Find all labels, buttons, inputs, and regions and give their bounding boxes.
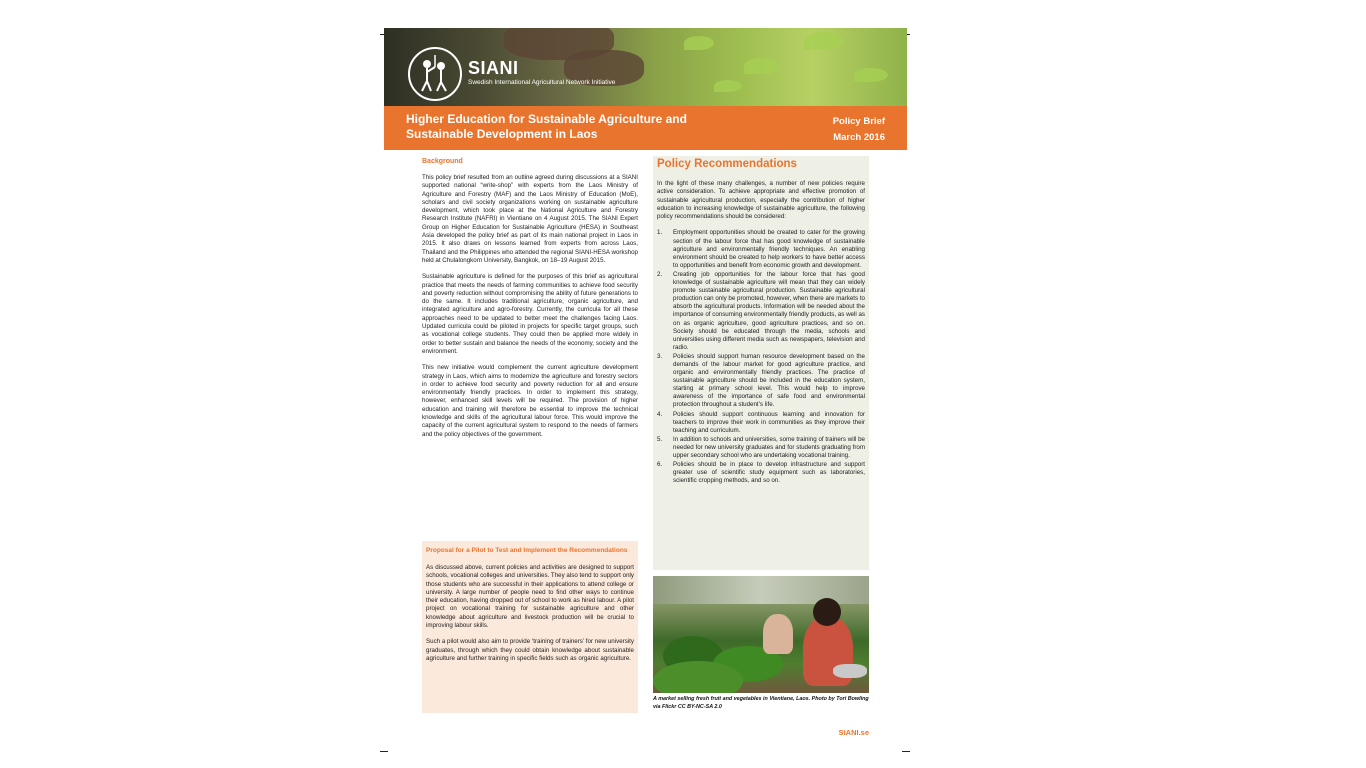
recommendation-item <box>657 411 865 435</box>
recommendations-heading: Policy Recommendations <box>657 158 797 170</box>
document-meta <box>833 114 885 146</box>
photo-vegetables <box>653 661 743 693</box>
recommendation-text: Policies should be in place to develop infrastructure and support greater use of scientific study equipment such as laboratories, scientific cropping methods, and so on. <box>673 461 865 485</box>
document-title: Higher Education for Sustainable Agriculture and Sustainable Development in Laos <box>406 112 687 141</box>
recommendation-number: 3. <box>657 352 663 360</box>
crop-mark <box>902 751 910 752</box>
org-full-name: Swedish International Agricultural Network Initiative <box>468 79 616 86</box>
background-heading: Background <box>422 158 463 165</box>
recommendations-intro: In the light of these many challenges, a number of new policies require active consideration. To achieve appropriate and effective promotion of sustainable agricultural production, especially the contribution of higher education to increasing knowledge of sustainable agriculture, the following policy recommendations should be considered: <box>657 180 865 221</box>
recommendation-text: Policies should support human resource development based on the demands of the labour market for good agriculture practice, and organic and environmentally friendly practices. The practice of sustainable agriculture should be included in the education system, starting at primary school level. This would help to improve awareness of the importance of safe food and environmental protection throughout a student’s life. <box>673 352 865 409</box>
banner-photo-leaf <box>854 68 888 82</box>
recommendations-list <box>653 229 869 485</box>
recommendation-text: Policies should support continuous learning and innovation for teachers to improve their work in communities as they improve their teaching and curriculum. <box>673 410 865 434</box>
banner-photo-leaf <box>684 36 714 50</box>
recommendation-item <box>657 229 865 269</box>
recommendation-number: 2. <box>657 270 663 278</box>
background-paragraph: Sustainable agriculture is defined for the purposes of this brief as agricultural practice that meets the needs of farming communities to achieve food security and poverty reduction without compromising the ability of future generations to do the same. It includes traditional agriculture, organic agriculture, and integrated agriculture and agro-forestry. Currently, the curricula for all these approaches need to be updated to better meet the challenges facing Laos. Updated curricula could be piloted in projects for specific target groups, such as vocational college students. They could then be applied more widely in order to better sustain and balance the needs of the economy, society and the environment. <box>422 273 638 355</box>
photo-market-roof <box>653 576 869 604</box>
document-type: Policy Brief <box>832 116 885 127</box>
background-paragraph: This policy brief resulted from an outline agreed during discussions at a SIANI supported national “write-shop” with experts from the Laos Ministry of Agriculture and Forestry (MAF) and the Laos Ministry of Education (MoE), scholars and civil society organizations working on sustainable agriculture development, which took place at the National Agriculture and Forestry Research Institute (NAFRI) in Vientiane on 4 August 2015. The SIANI Expert Group on Higher Education for Sustainable Agriculture (HESA) in Southeast Asia developed the policy brief as part of its main national project in Laos in 2015. It also draws on lessons learned from experts from across Laos, Thailand and the Philippines who attended the regional SIANI-HESA workshop held at Chulalongkorn University, Bangkok, on 18–19 August 2015. <box>422 174 638 264</box>
recommendation-item <box>657 461 865 485</box>
website-link[interactable]: SIANI.se <box>838 728 869 737</box>
policy-brief-page <box>384 28 907 750</box>
recommendation-item <box>657 271 865 352</box>
banner-photo-leaf <box>744 58 780 74</box>
header-banner <box>384 28 907 106</box>
background-paragraph: This new initiative would complement the current agriculture development strategy in Laos, which aims to modernize the agriculture and forestry sectors in order to achieve food security and poverty reduction for all and ensure environmentally friendly practices. In order to implement this strategy, however, enhanced skill levels will be required. The provision of higher education and training will therefore be essential to improve the technical knowledge and skills of the agricultural labour force. This would improve the capacity of the current agricultural system to respond to the needs of farmers and the policy objectives of the government. <box>422 364 638 438</box>
photo-caption: A market selling fresh fruit and vegetables in Vientiane, Laos. Photo by Tori Bowling via Flickr CC BY-NC-SA 2.0 <box>653 696 869 710</box>
recommendation-text: In addition to schools and universities, some training of trainers will be needed for new university graduates and for students graduating from upper secondary school who are undertaking vocational training. <box>673 435 865 460</box>
recommendation-item <box>657 436 865 460</box>
recommendation-number: 4. <box>657 410 663 418</box>
market-photo <box>653 576 869 693</box>
pilot-paragraph: Such a pilot would also aim to provide ‘training of trainers’ for new university graduates, through which they could obtain knowledge about sustainable agriculture and further training in specific fields such as organic agriculture. <box>426 638 634 662</box>
photo-customer <box>763 614 793 654</box>
photo-scale <box>833 664 867 678</box>
banner-photo-leaf <box>804 32 844 50</box>
recommendations-section <box>653 156 869 570</box>
background-section <box>422 158 638 447</box>
recommendation-number: 1. <box>657 229 663 237</box>
document-date: March 2016 <box>833 132 885 143</box>
org-name: SIANI <box>468 58 519 78</box>
recommendation-item <box>657 353 865 410</box>
pilot-paragraph: As discussed above, current policies and activities are designed to support schools, vocational colleges and universities. They also tend to support only those students who are successful in their applications to attend college or university. A large number of people need to find other ways to continue their education, having dropped out of school to work as hired labour. A pilot project on vocational training for sustainable agriculture and other knowledge about agriculture and livestock production will be crucial to improving labour skills. <box>426 564 634 630</box>
recommendation-text: Employment opportunities should be created to cater for the growing section of the labour force that has good knowledge of sustainable agriculture and environmentally friendly techniques. An enabling environment should be created to help workers to have better access to opportunities and benefit from economic growth and development. <box>673 229 865 269</box>
pilot-proposal-box <box>422 541 638 713</box>
siani-logo-icon <box>408 47 462 101</box>
recommendation-number: 5. <box>657 435 663 443</box>
crop-mark <box>380 751 388 752</box>
pilot-heading: Proposal for a Pilot to Test and Implement the Recommendations <box>426 547 628 554</box>
photo-vendor-head <box>813 598 841 626</box>
banner-photo-leaf <box>714 80 742 92</box>
title-bar <box>384 106 907 150</box>
recommendation-text: Creating job opportunities for the labour force that has good knowledge of sustainable agriculture will mean that they can widely promote sustainable agricultural production. Sustainable agricultural production can only be promoted, however, when there are markets to absorb the agricultural products. Information will be needed about the importance of consuming environmentally friendly products, as well as on as organic agriculture, good agriculture practices, and so on. Society should be educated through the media, schools and universities using different media such as newspapers, television and radio. <box>673 270 865 351</box>
recommendation-number: 6. <box>657 461 663 469</box>
